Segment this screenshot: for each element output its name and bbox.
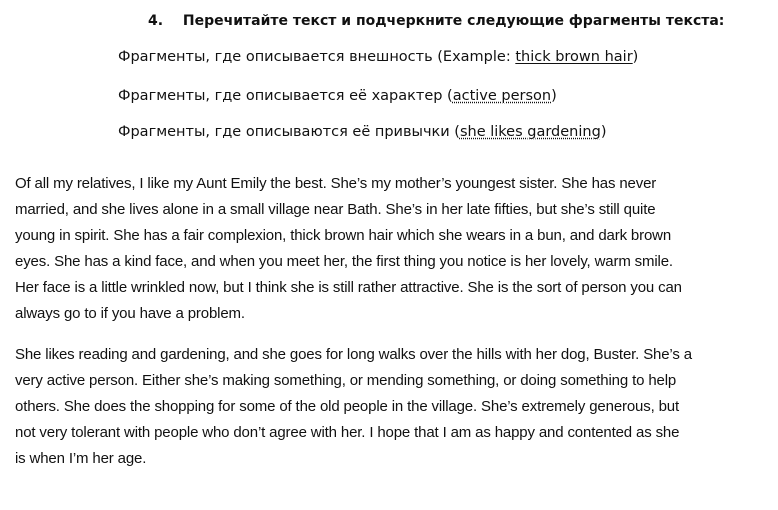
text-line: very active person. Either she’s making something, or mending something, or doing something to help <box>15 372 677 389</box>
text-line: She likes reading and gardening, and she goes for long walks over the hills with her dog, Buster. She’s a <box>15 346 692 363</box>
fragment-example: she likes gardening <box>459 124 601 140</box>
fragment-close: ) <box>632 49 639 65</box>
text-line: young in spirit. She has a fair complexion, thick brown hair which she wears in a bun, and dark brown <box>15 227 672 244</box>
task-heading <box>148 13 724 29</box>
text-line: Of all my relatives, I like my Aunt Emily the best. She’s my mother’s youngest sister. She has never <box>15 175 657 192</box>
fragment-text: Фрагменты, где описывается внешность (Example: <box>118 49 516 65</box>
paragraph-2 <box>15 342 770 472</box>
text-line: not very tolerant with people who don’t agree with her. I hope that I am as happy and contented as she <box>15 424 680 441</box>
fragment-character <box>118 88 557 104</box>
fragment-habits <box>118 124 606 140</box>
text-line: others. She does the shopping for some of the old people in the village. She’s extremely generous, but <box>15 398 680 415</box>
fragment-example: active person <box>452 88 552 104</box>
text-line: married, and she lives alone in a small village near Bath. She’s in her late fifties, but she’s still quite <box>15 201 656 218</box>
fragment-text: Фрагменты, где описываются её привычки ( <box>118 124 460 140</box>
paragraph-1 <box>15 171 770 327</box>
fragment-close: ) <box>600 124 607 140</box>
task-title: Перечитайте текст и подчеркните следующие фрагменты текста: <box>182 13 725 29</box>
fragment-text: Фрагменты, где описывается её характер ( <box>118 88 453 104</box>
text-line: is when I’m her age. <box>15 450 147 467</box>
text-line: Her face is a little wrinkled now, but I think she is still rather attractive. She is the sort of person you can <box>15 279 682 296</box>
text-line: always go to if you have a problem. <box>15 305 245 322</box>
text-line: eyes. She has a kind face, and when you meet her, the first thing you notice is her lovely, warm smile. <box>15 253 673 270</box>
fragment-close: ) <box>551 88 557 104</box>
fragment-example: thick brown hair <box>515 49 633 65</box>
task-number: 4. <box>148 13 164 29</box>
fragment-appearance <box>118 49 638 65</box>
